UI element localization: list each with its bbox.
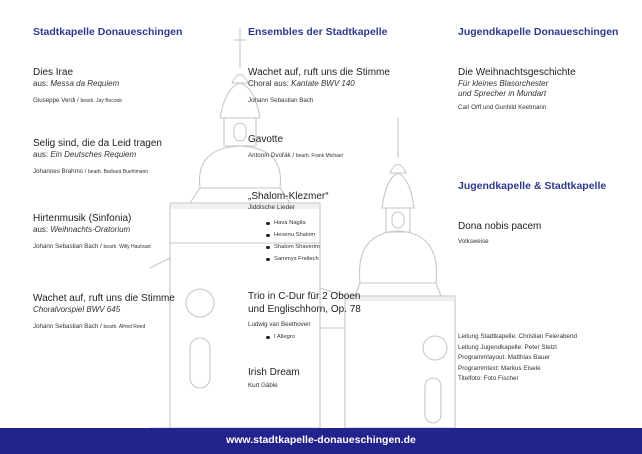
piece-source: Für kleines Blasorchester bbox=[458, 79, 549, 88]
section-title-jugend-und-stadtkapelle: Jugendkapelle & Stadtkapelle bbox=[458, 180, 607, 192]
website-link[interactable]: www.stadtkapelle-donaueschingen.de bbox=[226, 434, 416, 446]
credit-line: Leitung Stadtkapelle: Christian Feierabend bbox=[458, 333, 578, 340]
credit-line: Titelfoto: Foto Fischer bbox=[458, 375, 519, 382]
credit-line: Leitung Jugendkapelle: Peter Stelzl bbox=[458, 343, 557, 351]
list-item: Hava Nagila bbox=[248, 217, 329, 229]
piece-composer: Volksweise bbox=[458, 238, 489, 245]
section-title-jugendkapelle: Jugendkapelle Donaueschingen bbox=[458, 26, 619, 38]
song-list bbox=[248, 217, 329, 265]
piece-composer: Johannes Brahms / bearb. Barbara Buehlmann bbox=[33, 168, 149, 175]
piece-source-line2: und Sprecher in Mundart bbox=[458, 89, 547, 98]
list-item: Sammys Freilech bbox=[248, 253, 329, 265]
piece-composer: Carl Orff und Gunhild Keetmann bbox=[458, 104, 547, 111]
piece-composer: Johann Sebastian Bach / bearb. Alfred Reed bbox=[33, 323, 146, 330]
piece-shalom-klezmer bbox=[248, 190, 329, 265]
piece-trio-c-dur bbox=[248, 290, 361, 343]
credit-line: Programmlayout: Matthias Bauer bbox=[458, 354, 551, 361]
piece-title: Selig sind, die da Leid tragen bbox=[33, 138, 162, 149]
piece-composer: Kurt Gäble bbox=[248, 382, 278, 389]
piece-weihnachtsgeschichte bbox=[458, 66, 576, 111]
piece-hirtenmusik bbox=[33, 212, 151, 250]
credits bbox=[458, 332, 577, 385]
piece-title: „Shalom-Klezmer“ bbox=[248, 191, 329, 202]
piece-selig-sind bbox=[33, 137, 162, 175]
piece-composer: Johann Sebastian Bach bbox=[248, 97, 314, 104]
piece-composer: Johann Sebastian Bach / bearb. Willy Hautvast bbox=[33, 243, 151, 250]
credit-line: Programmtext: Markus Eisele bbox=[458, 364, 541, 372]
piece-composer: Giuseppe Verdi / bearb. Jay Bocook bbox=[33, 97, 122, 104]
piece-source: aus: Messa da Requiem bbox=[33, 79, 120, 88]
piece-wachet-auf-choralvorspiel bbox=[33, 292, 175, 330]
list-item: I Allegro bbox=[248, 331, 361, 343]
piece-composer: Ludwig van Beethoven bbox=[248, 321, 311, 328]
piece-composer: Antonín Dvořák / bearb. Frank Michael bbox=[248, 152, 343, 159]
section-title-stadtkapelle: Stadtkapelle Donaueschingen bbox=[33, 26, 183, 38]
piece-source: Choral aus: Kantate BWV 140 bbox=[248, 79, 355, 88]
piece-title: Gavotte bbox=[248, 134, 284, 145]
piece-dona-nobis-pacem bbox=[458, 220, 541, 245]
list-item: Hevenu Shalom bbox=[248, 229, 329, 241]
piece-title-line2: und Englischhorn, Op. 78 bbox=[248, 304, 361, 315]
list-item: Shalom Shaverim bbox=[248, 241, 329, 253]
piece-title: Wachet auf, ruft uns die Stimme bbox=[33, 293, 175, 304]
piece-title: Irish Dream bbox=[248, 367, 300, 378]
piece-irish-dream bbox=[248, 366, 300, 389]
piece-title: Wachet auf, ruft uns die Stimme bbox=[248, 67, 390, 78]
section-title-ensembles: Ensembles der Stadtkapelle bbox=[248, 26, 388, 38]
piece-title: Trio in C-Dur für 2 Oboen bbox=[248, 291, 361, 302]
piece-wachet-auf-choral bbox=[248, 66, 390, 104]
piece-title: Die Weihnachtsgeschichte bbox=[458, 67, 576, 78]
piece-title: Dies Irae bbox=[33, 67, 74, 78]
piece-title: Dona nobis pacem bbox=[458, 221, 542, 232]
piece-source: Choralvorspiel BWV 645 bbox=[33, 305, 121, 314]
movement-list bbox=[248, 331, 361, 343]
piece-title: Hirtenmusik (Sinfonia) bbox=[33, 213, 132, 224]
piece-source: aus: Ein Deutsches Requiem bbox=[33, 150, 137, 159]
footer-bar bbox=[0, 428, 642, 454]
piece-source: aus: Weihnachts-Oratorium bbox=[33, 225, 131, 234]
piece-source: Jiddische Lieder bbox=[248, 204, 295, 211]
piece-gavotte bbox=[248, 133, 343, 159]
piece-dies-irae bbox=[33, 66, 122, 104]
